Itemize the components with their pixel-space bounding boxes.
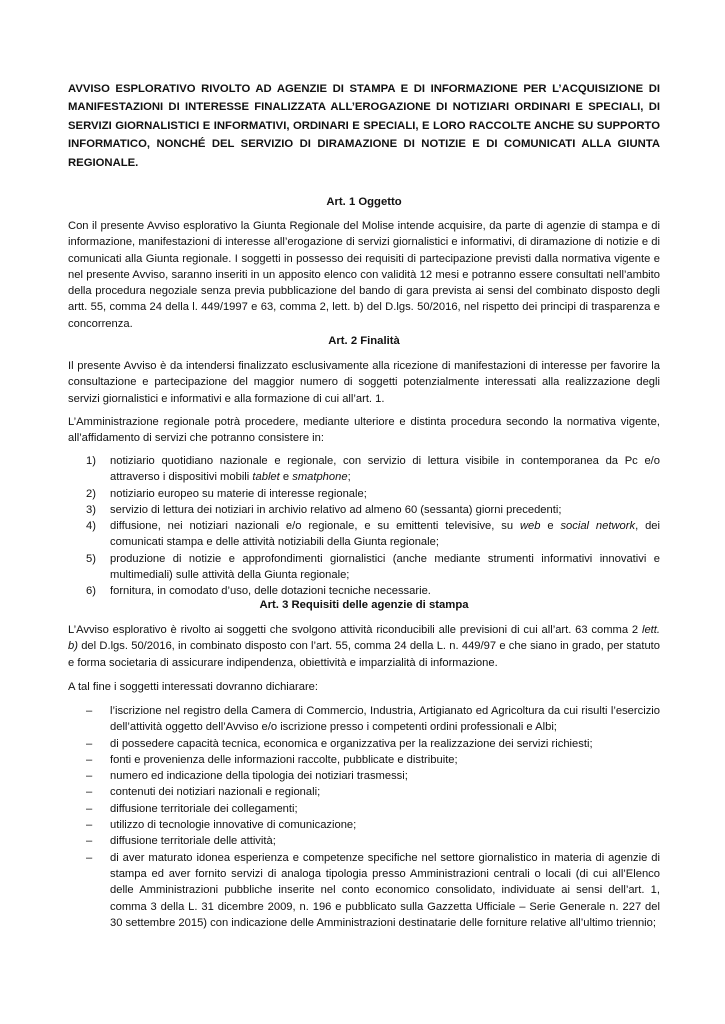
list-item: – di possedere capacità tecnica, economica e organizzativa per la realizzazione dei servizi richiesti; xyxy=(86,737,593,750)
list-item: – diffusione territoriale delle attività; xyxy=(86,835,276,848)
list-item: – l’iscrizione nel registro della Camera di Commercio, Industria, Artigianato ed Agricoltura da cui risulti l’esercizio dell’attività oggetto dell’Avviso e/o iscrizione presso i competenti ordini professionali e Albi; xyxy=(86,705,660,734)
list-item: 4) diffusione, nei notiziari nazionali e/o regionale, e su emittenti televisive, su web e social network, dei comunicati stampa e delle attività notiziabili della Giunta regionale; xyxy=(86,520,660,549)
art3-paragraph-1: L’Avviso esplorativo è rivolto ai soggetti che svolgono attività riconducibili alle previsioni di cui all’art. 63 comma 2 lett. b) del D.lgs. 50/2016, in combinato disposto con l’art. 55, comma 24 della L. n. 449/97 e che siano in grado, per statuto e forma societaria di assicurare indipendenza, obiettività e imparzialità di informazione. xyxy=(68,624,660,669)
list-item: 5) produzione di notizie e approfondimenti giornalistici (anche mediante strumenti informativi innovativi e multimediali) sulle attività della Giunta regionale; xyxy=(86,552,660,582)
art1-paragraph: Con il presente Avviso esplorativo la Giunta Regionale del Molise intende acquisire, da parte di agenzie di stampa e di informazione, manifestazioni di interesse all’erogazione di servizi giornalistici e informativi, di diramazione di notizie e di comunicati alla Giunta regionale. I soggetti in possesso dei requisiti di partecipazione previsti dalla normativa vigente e nel presente Avviso, saranno inseriti in un apposito elenco con validità 12 mesi e potranno essere consultati nell’ambito della procedura negoziale senza previa pubblicazione del bando di gara prevista ai sensi del combinato disposto degli artt. 55, comma 24 della l. 449/1997 e 63, comma 2, lett. b) del D.lgs. 50/2016, nel rispetto dei principi di trasparenza e concorrenza. xyxy=(68,220,660,330)
services-list xyxy=(68,453,660,600)
art3-heading: Art. 3 Requisiti delle agenzie di stampa xyxy=(259,599,469,611)
list-item: – di aver maturato idonea esperienza e competenze specifiche nel settore giornalistico in materia di agenzie di stampa ed aver fornito servizi di analoga tipologia presso Amministrazioni centrali o locali (di cui all’Elenco delle Amministrazioni pubbliche inserite nel conto economico consolidato, individuate ai sensi dell’art. 1, comma 3 della L. 31 dicembre 2009, n. 196 e pubblicato sulla Gazzetta Ufficiale – Serie Generale n. 227 del 30 settembre 2015) con indicazione delle Amministrazioni destinatarie delle forniture relative all’ultimo triennio; xyxy=(86,851,660,929)
list-item: – contenuti dei notiziari nazionali e regionali; xyxy=(86,786,321,799)
list-item: 1) notiziario quotidiano nazionale e regionale, con servizio di lettura visibile in contemporanea da Pc e/o attraverso i dispositivi mobili tablet e smatphone; xyxy=(86,455,660,484)
document-title: AVVISO ESPLORATIVO RIVOLTO AD AGENZIE DI STAMPA E DI INFORMAZIONE PER L’ACQUISIZIONE DI MANIFESTAZIONI DI INTERESSE FINALIZZATA ALL’EROGAZIONE DI NOTIZIARI ORDINARI E SPECIALI, DI SERVIZI GIORNALISTICI E INFORMATIVI, ORDINARI E SPECIALI, E LORO RACCOLTE ANCHE SU SUPPORTO INFORMATICO, NONCHÉ DEL SERVIZIO DI DIRAMAZIONE DI NOTIZIE E DI COMUNICATI ALLA GIUNTA REGIONALE. xyxy=(68,83,660,169)
list-item: 2) notiziario europeo su materie di interesse regionale; xyxy=(86,487,367,500)
list-item: 6) fornitura, in comodato d’uso, delle dotazioni tecniche necessarie. xyxy=(86,585,431,598)
art3-paragraph-2: A tal fine i soggetti interessati dovranno dichiarare: xyxy=(68,681,318,693)
list-item: – numero ed indicazione della tipologia dei notiziari trasmessi; xyxy=(86,770,408,783)
art2-paragraph-2: L’Amministrazione regionale potrà procedere, mediante ulteriore e distinta procedura secondo la normativa vigente, all’affidamento di servizi che potranno consistere in: xyxy=(68,416,660,445)
art2-heading: Art. 2 Finalità xyxy=(328,335,400,347)
requirements-list xyxy=(68,703,660,931)
list-item: – utilizzo di tecnologie innovative di comunicazione; xyxy=(86,819,357,832)
list-item: 3) servizio di lettura dei notiziari in archivio relativo ad almeno 60 (sessanta) giorni precedenti; xyxy=(86,503,562,516)
list-item: – fonti e provenienza delle informazioni raccolte, pubblicate e distribuite; xyxy=(86,753,458,766)
art2-paragraph-1: Il presente Avviso è da intendersi finalizzato esclusivamente alla ricezione di manifestazioni di interesse per favorire la consultazione e partecipazione del maggior numero di soggetti potenzialmente interessati alla realizzazione degli servizi giornalistici e informativi e alla formazione di cui all’art. 1. xyxy=(68,360,660,405)
art1-heading: Art. 1 Oggetto xyxy=(326,196,402,208)
list-item: – diffusione territoriale dei collegamenti; xyxy=(86,802,298,815)
